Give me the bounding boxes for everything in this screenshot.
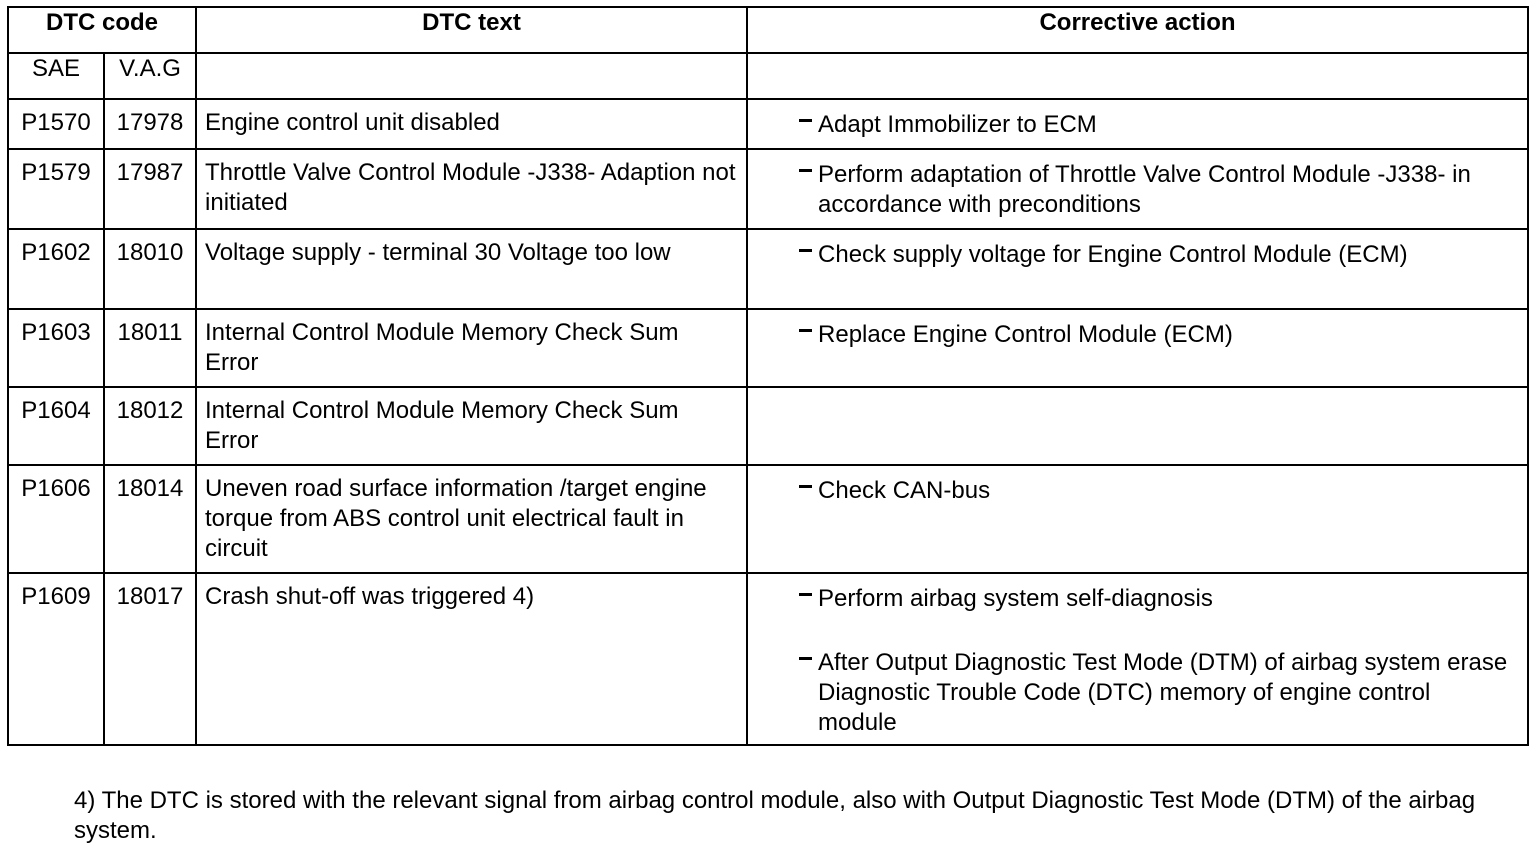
dtc-table (7, 6, 1529, 746)
sae-code: P1609 (8, 573, 104, 745)
dtc-text: Voltage supply - terminal 30 Voltage too low (196, 229, 747, 309)
sae-code: P1603 (8, 309, 104, 387)
corrective-action-cell (747, 465, 1528, 573)
corrective-action-cell (747, 387, 1528, 465)
table-row (8, 149, 1528, 229)
dash-icon (799, 119, 812, 122)
header-dtc-text: DTC text (196, 7, 747, 53)
dash-icon (799, 657, 812, 660)
header-corrective-action: Corrective action (747, 7, 1528, 53)
dash-icon (799, 485, 812, 488)
corrective-action-cell (747, 229, 1528, 309)
dash-icon (799, 329, 812, 332)
action-item (818, 476, 1515, 506)
action-item (818, 110, 1515, 140)
table-row (8, 99, 1528, 149)
dtc-text: Throttle Valve Control Module -J338- Adaption not initiated (196, 149, 747, 229)
dash-icon (799, 249, 812, 252)
action-item (818, 584, 1515, 614)
table-header-row (8, 7, 1528, 53)
dash-icon (799, 593, 812, 596)
dash-icon (799, 169, 812, 172)
table-row (8, 387, 1528, 465)
table-row (8, 229, 1528, 309)
corrective-action-cell (747, 309, 1528, 387)
table-subheader-row (8, 53, 1528, 99)
sae-code: P1604 (8, 387, 104, 465)
vag-code: 18011 (104, 309, 196, 387)
dtc-text: Crash shut-off was triggered 4) (196, 573, 747, 745)
vag-code: 18010 (104, 229, 196, 309)
sae-code: P1570 (8, 99, 104, 149)
vag-code: 18017 (104, 573, 196, 745)
sae-code: P1579 (8, 149, 104, 229)
vag-code: 17987 (104, 149, 196, 229)
action-item (818, 240, 1515, 270)
action-item (818, 320, 1515, 350)
action-text: Adapt Immobilizer to ECM (818, 111, 1097, 138)
dtc-text: Internal Control Module Memory Check Sum Error (196, 387, 747, 465)
dtc-text: Uneven road surface information /target engine torque from ABS control unit electrical fault in circuit (196, 465, 747, 573)
action-text: Check supply voltage for Engine Control Module (ECM) (818, 241, 1408, 268)
sae-code: P1602 (8, 229, 104, 309)
vag-code: 18014 (104, 465, 196, 573)
subheader-sae: SAE (8, 53, 104, 99)
action-text: Perform adaptation of Throttle Valve Control Module -J338- in accordance with preconditions (818, 161, 1471, 218)
action-text: After Output Diagnostic Test Mode (DTM) of airbag system erase Diagnostic Trouble Code (DTC) memory of engine control module (818, 649, 1508, 736)
footnote: 4) The DTC is stored with the relevant signal from airbag control module, also with Output Diagnostic Test Mode (DTM) of the airbag system. (74, 787, 1476, 844)
action-item (818, 648, 1515, 738)
table-row (8, 573, 1528, 745)
corrective-action-cell (747, 573, 1528, 745)
dtc-text: Internal Control Module Memory Check Sum Error (196, 309, 747, 387)
corrective-action-cell (747, 99, 1528, 149)
subheader-empty-action (747, 53, 1528, 99)
action-text: Perform airbag system self-diagnosis (818, 585, 1213, 612)
action-text: Check CAN-bus (818, 477, 991, 504)
subheader-vag: V.A.G (104, 53, 196, 99)
corrective-action-cell (747, 149, 1528, 229)
vag-code: 18012 (104, 387, 196, 465)
dtc-text: Engine control unit disabled (196, 99, 747, 149)
table-row (8, 465, 1528, 573)
table-row (8, 309, 1528, 387)
sae-code: P1606 (8, 465, 104, 573)
action-text: Replace Engine Control Module (ECM) (818, 321, 1233, 348)
vag-code: 17978 (104, 99, 196, 149)
subheader-empty-text (196, 53, 747, 99)
action-item (818, 160, 1515, 220)
header-dtc-code: DTC code (8, 7, 196, 53)
